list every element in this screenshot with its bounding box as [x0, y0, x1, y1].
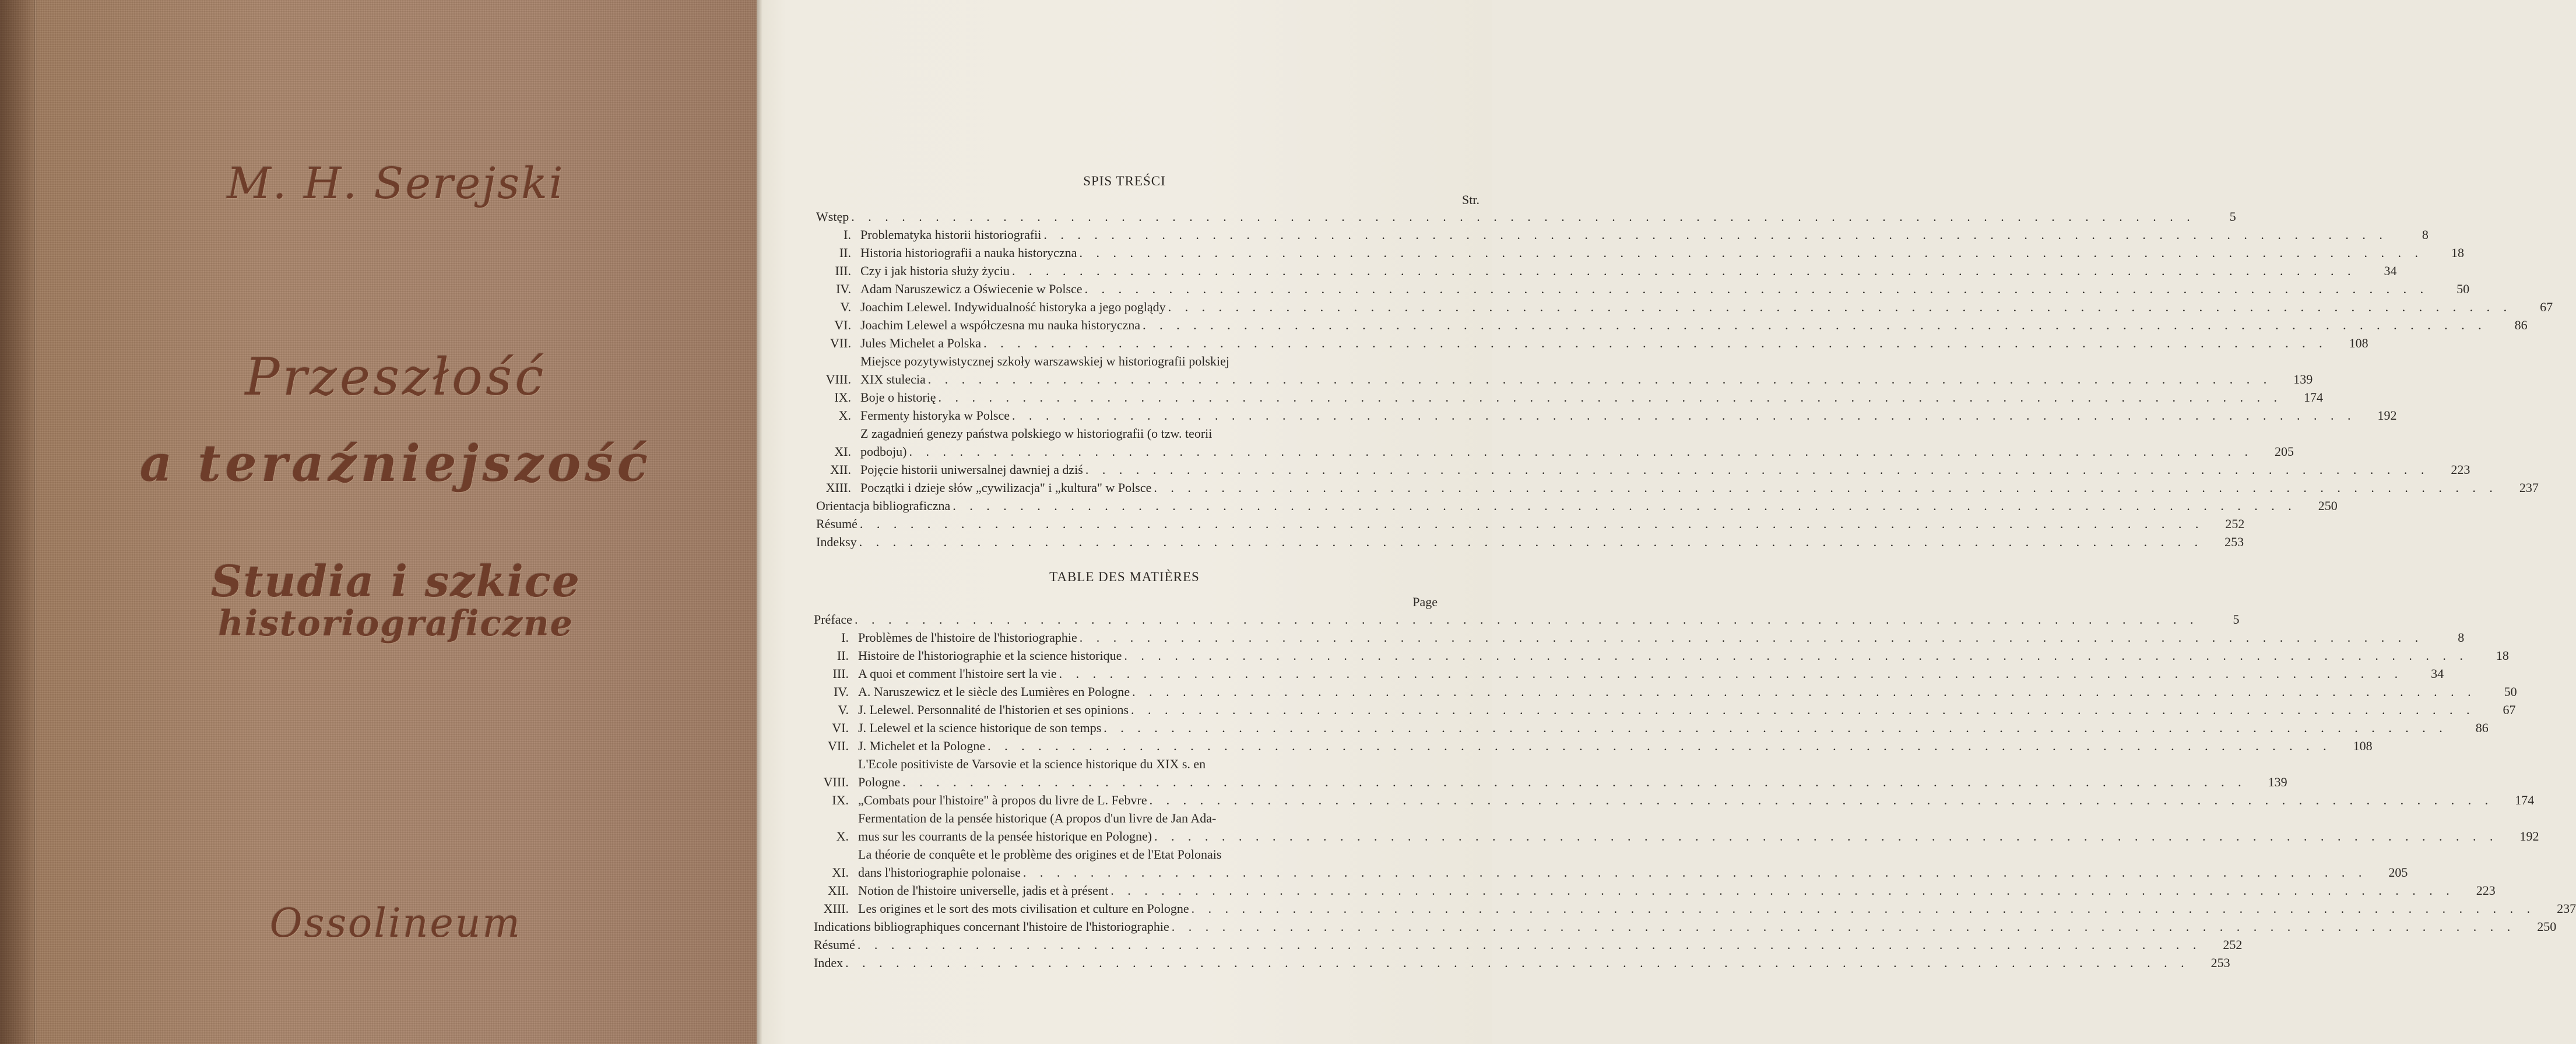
chapter-title-line: Wstęp	[816, 209, 849, 224]
chapter-title-line: Pojęcie historii uniwersalnej dawniej a dziś	[860, 462, 1083, 477]
toc-entry	[814, 737, 2373, 755]
dot-leader: . . . . . . . . . . . . . . . . . . . . . . . . . . . . . . . . . . . . . . . . . . . . . . . . . . . . . . . . . . . . . . . . . . . . . . . . . . . . . . . .	[1131, 702, 2475, 717]
chapter-title-line: Orientacja bibliograficzna	[816, 498, 951, 513]
cover-author: M. H. Serejski	[227, 159, 565, 209]
chapter-number: VI.	[834, 318, 851, 332]
chapter-number: XII.	[827, 883, 849, 898]
page-number: 205	[2274, 444, 2294, 459]
chapter-number: IX.	[832, 793, 849, 807]
toc-entry	[814, 899, 2576, 918]
dot-leader: . . . . . . . . . . . . . . . . . . . . . . . . . . . . . . . . . . . . . . . . . . . . . . . . . . . . . . . . . . . . . . . . . . . . . . . . . . . . . . . .	[987, 739, 2332, 753]
chapter-number: XI.	[834, 444, 851, 459]
chapter-number: VIII.	[823, 775, 849, 789]
toc-pl-page-label: Str.	[1462, 192, 1479, 207]
chapter-title-line: Index	[814, 955, 844, 970]
cover-publisher: Ossolineum	[269, 901, 522, 947]
chapter-title-line: Problèmes de l'histoire de l'historiographie	[858, 630, 1077, 645]
chapter-title-line: A quoi et comment l'histoire sert la vie	[858, 666, 1057, 681]
chapter-number: X.	[838, 408, 851, 423]
toc-entry	[816, 334, 2368, 352]
book-cover	[0, 0, 757, 1044]
chapter-title-line: Fermentation de la pensée historique (A propos d'un livre de Jan Ada-	[858, 811, 1217, 825]
chapter-title-line: Indications bibliographiques concernant l'histoire de l'historiographie	[814, 919, 1169, 934]
chapter-title	[860, 244, 2426, 262]
page-number: 252	[2223, 937, 2243, 952]
page-number: 223	[2476, 883, 2496, 898]
toc-pl-heading: SPIS TREŚCI	[1083, 174, 1166, 188]
chapter-number: II.	[839, 245, 851, 260]
dot-leader: . . . . . . . . . . . . . . . . . . . . . . . . . . . . . . . . . . . . . . . . . . . . . . . . . . . . . . . . . . . . . . . . . . . . . . . . . . . . . . . .	[927, 372, 2272, 386]
toc-entry	[816, 497, 2338, 515]
page-number: 250	[2537, 919, 2557, 934]
dot-leader: . . . . . . . . . . . . . . . . . . . . . . . . . . . . . . . . . . . . . . . . . . . . . . . . . . . . . . . . . . . . . . . . . . . . . . . . . . . . . . . .	[1043, 227, 2388, 242]
dot-leader: . . . . . . . . . . . . . . . . . . . . . . . . . . . . . . . . . . . . . . . . . . . . . . . . . . . . . . . . . . . . . . . . . . . . . . . . . . . . . . . .	[1079, 630, 2424, 645]
page-number: 5	[2229, 209, 2236, 224]
chapter-title	[860, 316, 2489, 334]
cover-subtitle-line2: historiograficzne	[218, 603, 574, 644]
toc-entry	[814, 918, 2557, 936]
chapter-title	[860, 334, 2330, 352]
chapter-title	[816, 208, 2198, 226]
page-number: 50	[2504, 684, 2517, 699]
toc-entry	[814, 719, 2489, 737]
toc-entry	[814, 791, 2535, 809]
toc-entry	[816, 424, 2294, 461]
dot-leader: . . . . . . . . . . . . . . . . . . . . . . . . . . . . . . . . . . . . . . . . . . . . . . . . . . . . . . . . . . . . . . . . . . . . . . . . . . . . . . . .	[854, 612, 2199, 627]
dot-leader: . . . . . . . . . . . . . . . . . . . . . . . . . . . . . . . . . . . . . . . . . . . . . . . . . . . . . . . . . . . . . . . . . . . . . . . . . . . . . . . .	[1154, 480, 2498, 495]
toc-entry	[816, 461, 2470, 479]
toc-entry	[816, 479, 2539, 497]
chapter-title-line: La théorie de conquête et le problème des origines et de l'Etat Polonais	[858, 847, 1222, 862]
chapter-number: XIII.	[825, 480, 851, 495]
dot-leader: . . . . . . . . . . . . . . . . . . . . . . . . . . . . . . . . . . . . . . . . . . . . . . . . . . . . . . . . . . . . . . . . . . . . . . . . . . . . . . . .	[938, 390, 2283, 405]
chapter-title	[860, 388, 2285, 406]
chapter-number: I.	[841, 630, 849, 645]
toc-fr-heading: TABLE DES MATIÈRES	[1049, 570, 1200, 584]
chapter-title-line: Pologne	[858, 775, 901, 789]
chapter-title-line: L'Ecole positiviste de Varsovie et la science historique du XIX s. en	[858, 757, 1206, 771]
chapter-number: VIII.	[825, 372, 851, 386]
chapter-title-line: Préface	[814, 612, 852, 627]
chapter-title	[860, 262, 2359, 280]
chapter-title	[860, 352, 2274, 388]
dot-leader: . . . . . . . . . . . . . . . . . . . . . . . . . . . . . . . . . . . . . . . . . . . . . . . . . . . . . . . . . . . . . . . . . . . . . . . . . . . . . . . .	[1022, 865, 2367, 880]
toc-fr-page-label: Page	[1412, 595, 1438, 609]
page-number: 67	[2503, 702, 2516, 717]
chapter-title	[814, 610, 2201, 628]
dot-leader: . . . . . . . . . . . . . . . . . . . . . . . . . . . . . . . . . . . . . . . . . . . . . . . . . . . . . . . . . . . . . . . . . . . . . . . . . . . . . . . .	[1154, 829, 2498, 843]
chapter-title	[860, 461, 2431, 479]
dot-leader: . . . . . . . . . . . . . . . . . . . . . . . . . . . . . . . . . . . . . . . . . . . . . . . . . . . . . . . . . . . . . . . . . . . . . . . . . . . . . . . .	[1110, 883, 2455, 898]
toc-entry	[816, 406, 2397, 424]
chapter-number: VI.	[832, 720, 849, 735]
dot-leader: . . . . . . . . . . . . . . . . . . . . . . . . . . . . . . . . . . . . . . . . . . . . . . . . . . . . . . . . . . . . . . . . . . . . . . . . . . . . . . . .	[902, 775, 2247, 789]
chapter-number: III.	[832, 666, 849, 681]
page-number: 34	[2384, 263, 2397, 278]
dot-leader: . . . . . . . . . . . . . . . . . . . . . . . . . . . . . . . . . . . . . . . . . . . . . . . . . . . . . . . . . . . . . . . . . . . . . . . . . . . . . . . .	[857, 937, 2202, 952]
toc-entry	[814, 610, 2240, 628]
chapter-title	[858, 665, 2405, 683]
chapter-number: I.	[844, 227, 851, 242]
chapter-title-line: Fermenty historyka w Polsce	[860, 408, 1010, 423]
chapter-title-line: J. Michelet et la Pologne	[858, 739, 986, 753]
chapter-title-line: XIX stulecia	[860, 372, 926, 386]
chapter-title-line: Problematyka historii historiografii	[860, 227, 1042, 242]
toc-entry	[816, 208, 2236, 226]
chapter-title-line: A. Naruszewicz et le siècle des Lumières en Pologne	[858, 684, 1130, 699]
chapter-title-line: „Combats pour l'histoire" à propos du livre de L. Febvre	[858, 793, 1147, 807]
chapter-title	[860, 406, 2359, 424]
chapter-title	[858, 628, 2426, 646]
page-number: 8	[2422, 227, 2429, 242]
page-number: 252	[2225, 516, 2245, 531]
chapter-number: V.	[840, 300, 851, 314]
dot-leader: . . . . . . . . . . . . . . . . . . . . . . . . . . . . . . . . . . . . . . . . . . . . . . . . . . . . . . . . . . . . . . . . . . . . . . . . . . . . . . . .	[1143, 318, 2487, 332]
page-number: 8	[2458, 630, 2465, 645]
chapter-title	[860, 479, 2500, 497]
chapter-title-line: Résumé	[816, 516, 858, 531]
toc-entry	[814, 881, 2496, 899]
chapter-number: VII.	[830, 336, 851, 350]
toc-entry	[814, 665, 2444, 683]
chapter-title	[814, 954, 2192, 972]
chapter-title-line: Czy i jak historia służy życiu	[860, 263, 1010, 278]
page-number: 139	[2293, 372, 2313, 386]
chapter-title-line: Joachim Lelewel. Indywidualność historyka a jego poglądy	[860, 300, 1166, 314]
chapter-title	[816, 533, 2205, 551]
chapter-title-line: Résumé	[814, 937, 855, 952]
chapter-title-line: Joachim Lelewel a współczesna mu nauka historyczna	[860, 318, 1141, 332]
dot-leader: . . . . . . . . . . . . . . . . . . . . . . . . . . . . . . . . . . . . . . . . . . . . . . . . . . . . . . . . . . . . . . . . . . . . . . . . . . . . . . . .	[1085, 462, 2430, 477]
chapter-number: II.	[837, 648, 849, 663]
cover-title-line1: Przeszłość	[245, 347, 547, 407]
contents-page	[757, 0, 2576, 1044]
dot-leader: . . . . . . . . . . . . . . . . . . . . . . . . . . . . . . . . . . . . . . . . . . . . . . . . . . . . . . . . . . . . . . . . . . . . . . . . . . . . . . . .	[1012, 263, 2356, 278]
cover-spine-groove	[34, 0, 37, 1044]
toc-entry	[814, 701, 2516, 719]
toc-entry	[816, 280, 2470, 298]
chapter-number: IV.	[834, 684, 849, 699]
page-number: 5	[2233, 612, 2240, 627]
dot-leader: . . . . . . . . . . . . . . . . . . . . . . . . . . . . . . . . . . . . . . . . . . . . . . . . . . . . . . . . . . . . . . . . . . . . . . . . . . . . . . . .	[983, 336, 2328, 350]
page-number: 192	[2377, 408, 2397, 423]
page-number: 237	[2557, 901, 2576, 916]
dot-leader: . . . . . . . . . . . . . . . . . . . . . . . . . . . . . . . . . . . . . . . . . . . . . . . . . . . . . . . . . . . . . . . . . . . . . . . . . . . . . . . .	[1171, 919, 2516, 934]
chapter-title-line: Miejsce pozytywistycznej szkoły warszawskiej w historiografii polskiej	[860, 354, 1229, 368]
page-gutter-shadow	[757, 0, 762, 1044]
chapter-title	[858, 881, 2457, 899]
page-number: 86	[2514, 318, 2528, 332]
toc-entry	[816, 244, 2464, 262]
dot-leader: . . . . . . . . . . . . . . . . . . . . . . . . . . . . . . . . . . . . . . . . . . . . . . . . . . . . . . . . . . . . . . . . . . . . . . . . . . . . . . . .	[1132, 684, 2476, 699]
chapter-title-line: Jules Michelet a Polska	[860, 336, 982, 350]
chapter-number: IV.	[836, 282, 851, 296]
chapter-number: V.	[838, 702, 849, 717]
toc-entry	[816, 352, 2313, 388]
toc-entry	[814, 755, 2287, 791]
page-number: 174	[2515, 793, 2535, 807]
chapter-title	[858, 646, 2470, 665]
page-number: 67	[2540, 300, 2553, 314]
dot-leader: . . . . . . . . . . . . . . . . . . . . . . . . . . . . . . . . . . . . . . . . . . . . . . . . . . . . . . . . . . . . . . . . . . . . . . . . . . . . . . . .	[1149, 793, 2494, 807]
chapter-title-line: Notion de l'histoire universelle, jadis et à présent	[858, 883, 1109, 898]
toc-entry	[816, 316, 2528, 334]
page-number: 253	[2210, 955, 2230, 970]
chapter-title-line: Boje o historię	[860, 390, 936, 405]
chapter-title	[858, 701, 2477, 719]
dot-leader: . . . . . . . . . . . . . . . . . . . . . . . . . . . . . . . . . . . . . . . . . . . . . . . . . . . . . . . . . . . . . . . . . . . . . . . . . . . . . . . .	[859, 516, 2204, 531]
chapter-title	[858, 719, 2450, 737]
dot-leader: . . . . . . . . . . . . . . . . . . . . . . . . . . . . . . . . . . . . . . . . . . . . . . . . . . . . . . . . . . . . . . . . . . . . . . . . . . . . . . . .	[1104, 720, 2448, 735]
page-number: 18	[2496, 648, 2509, 663]
chapter-title-line: Adam Naruszewicz a Oświecenie w Polsce	[860, 282, 1083, 296]
toc-entry	[814, 954, 2230, 972]
page-number: 108	[2349, 336, 2368, 350]
chapter-title	[816, 497, 2299, 515]
dot-leader: . . . . . . . . . . . . . . . . . . . . . . . . . . . . . . . . . . . . . . . . . . . . . . . . . . . . . . . . . . . . . . . . . . . . . . . . . . . . . . . .	[845, 955, 2190, 970]
toc-entry	[816, 262, 2397, 280]
dot-leader: . . . . . . . . . . . . . . . . . . . . . . . . . . . . . . . . . . . . . . . . . . . . . . . . . . . . . . . . . . . . . . . . . . . . . . . . . . . . . . . .	[953, 498, 2297, 513]
chapter-number: X.	[836, 829, 849, 843]
chapter-title-line: Les origines et le sort des mots civilisation et culture en Pologne	[858, 901, 1189, 916]
page-number: 34	[2431, 666, 2444, 681]
chapter-title	[858, 845, 2369, 881]
page-number: 223	[2451, 462, 2470, 477]
dot-leader: . . . . . . . . . . . . . . . . . . . . . . . . . . . . . . . . . . . . . . . . . . . . . . . . . . . . . . . . . . . . . . . . . . . . . . . . . . . . . . . .	[1168, 300, 2512, 314]
chapter-title	[858, 683, 2479, 701]
page-number: 192	[2519, 829, 2539, 843]
chapter-number: XI.	[832, 865, 849, 880]
page-number: 174	[2304, 390, 2324, 405]
page-number: 139	[2268, 775, 2287, 789]
toc-entry	[816, 533, 2244, 551]
chapter-title	[858, 755, 2249, 791]
chapter-title-line: Początki i dzieje słów „cywilizacja" i „kultura" w Polsce	[860, 480, 1152, 495]
chapter-title	[860, 280, 2431, 298]
dot-leader: . . . . . . . . . . . . . . . . . . . . . . . . . . . . . . . . . . . . . . . . . . . . . . . . . . . . . . . . . . . . . . . . . . . . . . . . . . . . . . . .	[1124, 648, 2468, 663]
dot-leader: . . . . . . . . . . . . . . . . . . . . . . . . . . . . . . . . . . . . . . . . . . . . . . . . . . . . . . . . . . . . . . . . . . . . . . . . . . . . . . . .	[1012, 408, 2356, 423]
toc-pl-list	[816, 208, 2553, 551]
toc-entry	[816, 515, 2245, 533]
chapter-title-line: Indeksy	[816, 535, 857, 549]
page-number: 253	[2224, 535, 2244, 549]
dot-leader: . . . . . . . . . . . . . . . . . . . . . . . . . . . . . . . . . . . . . . . . . . . . . . . . . . . . . . . . . . . . . . . . . . . . . . . . . . . . . . . .	[851, 209, 2195, 224]
cover-subtitle-line1: Studia i szkice	[210, 557, 581, 607]
toc-entry	[816, 226, 2429, 244]
dot-leader: . . . . . . . . . . . . . . . . . . . . . . . . . . . . . . . . . . . . . . . . . . . . . . . . . . . . . . . . . . . . . . . . . . . . . . . . . . . . . . . .	[909, 444, 2253, 459]
toc-entry	[814, 936, 2243, 954]
toc-entry	[814, 628, 2465, 646]
chapter-title	[860, 226, 2390, 244]
page-number: 237	[2519, 480, 2539, 495]
chapter-number: IX.	[834, 390, 851, 405]
chapter-title-line: mus sur les courrants de la pensée historique en Pologne)	[858, 829, 1152, 843]
dot-leader: . . . . . . . . . . . . . . . . . . . . . . . . . . . . . . . . . . . . . . . . . . . . . . . . . . . . . . . . . . . . . . . . . . . . . . . . . . . . . . . .	[1084, 282, 2429, 296]
chapter-title	[860, 424, 2255, 461]
cover-spine-shadow	[0, 0, 35, 1044]
toc-entry	[814, 683, 2517, 701]
chapter-number: III.	[835, 263, 851, 278]
chapter-number: XII.	[830, 462, 851, 477]
chapter-title-line: J. Lelewel et la science historique de son temps	[858, 720, 1102, 735]
chapter-title	[816, 515, 2206, 533]
toc-entry	[814, 809, 2539, 845]
chapter-title	[858, 899, 2538, 918]
dot-leader: . . . . . . . . . . . . . . . . . . . . . . . . . . . . . . . . . . . . . . . . . . . . . . . . . . . . . . . . . . . . . . . . . . . . . . . . . . . . . . . .	[1191, 901, 2536, 916]
dot-leader: . . . . . . . . . . . . . . . . . . . . . . . . . . . . . . . . . . . . . . . . . . . . . . . . . . . . . . . . . . . . . . . . . . . . . . . . . . . . . . . .	[1059, 666, 2403, 681]
cover-title-line2: a teraźniejszość	[139, 434, 652, 493]
toc-fr-list	[814, 610, 2576, 972]
toc-entry	[816, 388, 2324, 406]
chapter-number: VII.	[827, 739, 849, 753]
dot-leader: . . . . . . . . . . . . . . . . . . . . . . . . . . . . . . . . . . . . . . . . . . . . . . . . . . . . . . . . . . . . . . . . . . . . . . . . . . . . . . . .	[859, 535, 2204, 549]
dot-leader: . . . . . . . . . . . . . . . . . . . . . . . . . . . . . . . . . . . . . . . . . . . . . . . . . . . . . . . . . . . . . . . . . . . . . . . . . . . . . . . .	[1079, 245, 2423, 260]
chapter-title-line: podboju)	[860, 444, 907, 459]
chapter-title	[814, 918, 2518, 936]
page-number: 108	[2353, 739, 2373, 753]
chapter-title-line: dans l'historiographie polonaise	[858, 865, 1021, 880]
toc-entry	[814, 845, 2408, 881]
page-number: 18	[2451, 245, 2464, 260]
page-number: 205	[2388, 865, 2408, 880]
chapter-title	[858, 809, 2501, 845]
chapter-title	[858, 737, 2334, 755]
chapter-title-line: Z zagadnień genezy państwa polskiego w historiografii (o tzw. teorii	[860, 426, 1213, 441]
page-number: 250	[2318, 498, 2338, 513]
chapter-title	[814, 936, 2204, 954]
chapter-title-line: Histoire de l'historiographie et la science historique	[858, 648, 1122, 663]
toc-entry	[814, 646, 2509, 665]
chapter-title-line: J. Lelewel. Personnalité de l'historien et ses opinions	[858, 702, 1129, 717]
page-number: 86	[2475, 720, 2489, 735]
chapter-title	[858, 791, 2496, 809]
toc-entry	[816, 298, 2553, 316]
chapter-title	[860, 298, 2514, 316]
page-number: 50	[2456, 282, 2470, 296]
chapter-number: XIII.	[823, 901, 849, 916]
chapter-title-line: Historia historiografii a nauka historyczna	[860, 245, 1077, 260]
